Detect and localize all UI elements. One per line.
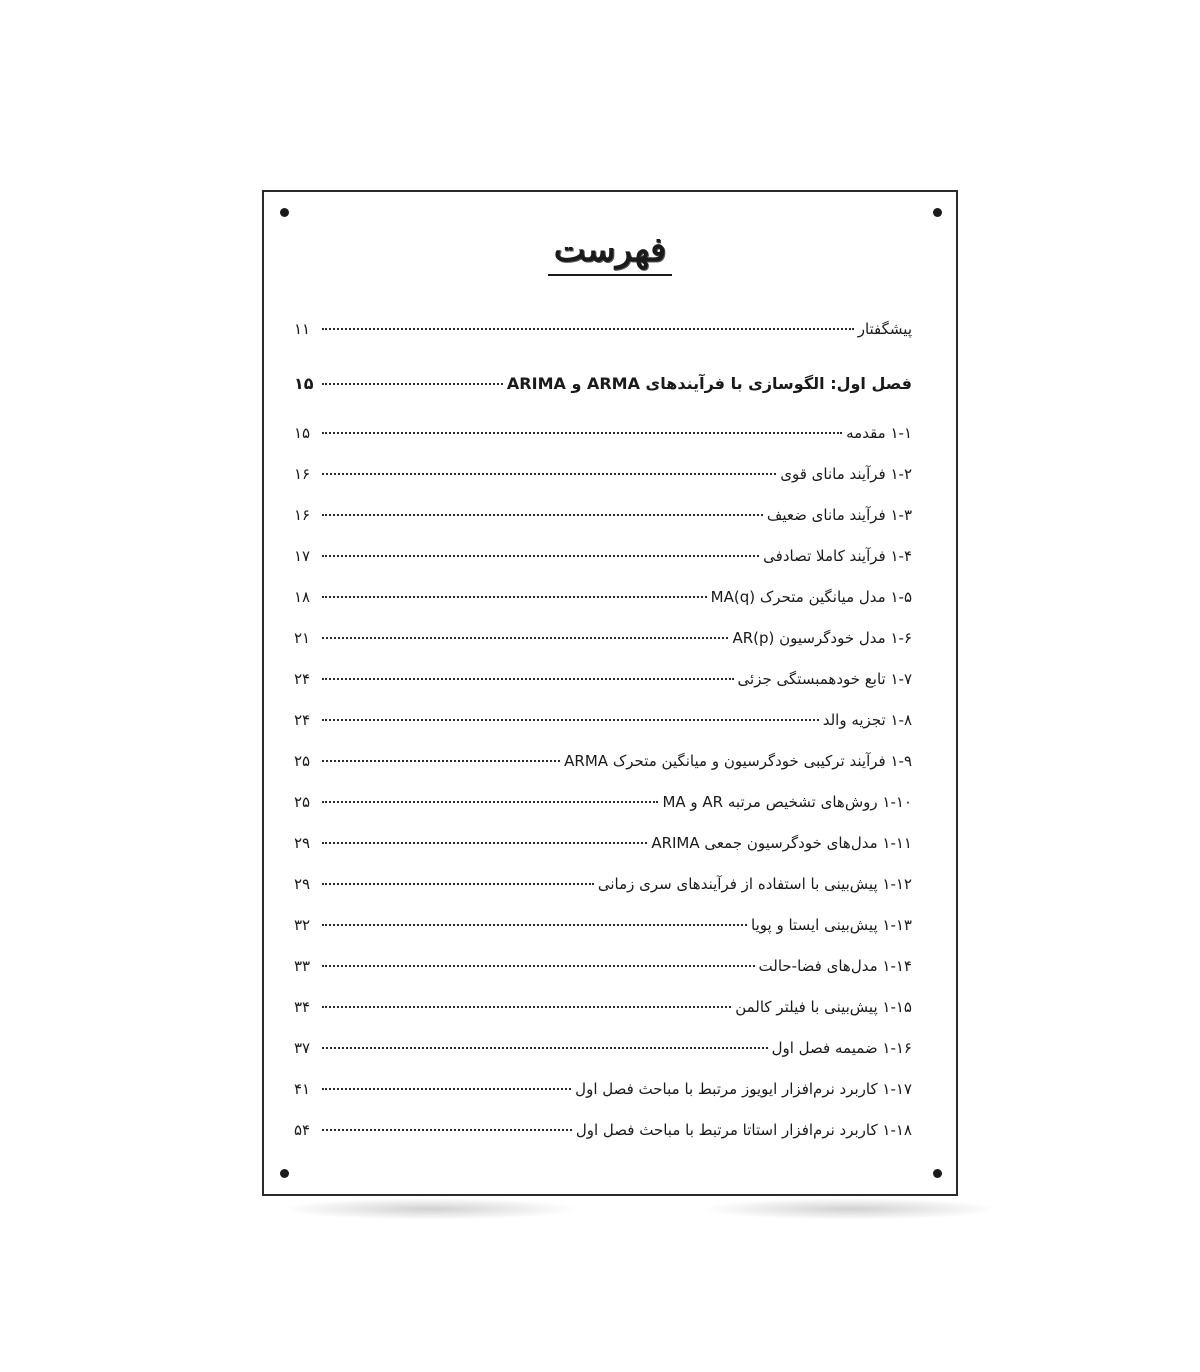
toc-entry-label: ۱-۱۳ پیش‌بینی ایستا و پویا (751, 916, 912, 934)
dot-leader (322, 719, 819, 721)
toc-entry-label: ۱-۴ فرآیند کاملا تصادفی (763, 547, 912, 565)
toc-entry (294, 752, 912, 793)
dot-leader (322, 760, 560, 762)
toc-entry-label: ۱-۱۶ ضمیمه فصل اول (771, 1039, 912, 1057)
toc-entry-label: ۱-۱۸ کاربرد نرم‌افزار استاتا مرتبط با مباحث فصل اول (575, 1121, 912, 1139)
toc-entry-label: ۱-۱۲ پیش‌بینی با استفاده از فرآیندهای سری زمانی (597, 875, 912, 893)
page-shadow-left (280, 1198, 580, 1220)
corner-dot-icon (933, 1169, 942, 1178)
dot-leader (322, 678, 734, 680)
dot-leader (322, 596, 707, 598)
toc-entry-page: ۳۲ (294, 916, 311, 934)
toc-entry-page: ۲۵ (294, 793, 311, 811)
dot-leader (322, 637, 728, 639)
toc-chapter-entry (294, 374, 912, 424)
toc-entry-page: ۳۳ (294, 957, 311, 975)
toc-entry (294, 547, 912, 588)
toc-entry-label: ۱-۹ فرآیند ترکیبی خودگرسیون و میانگین متحرک ARMA (564, 752, 912, 770)
page-shadow-right (700, 1198, 1000, 1220)
toc-entry-page: ۲۹ (294, 834, 311, 852)
toc-entry-page: ۱۷ (294, 547, 311, 565)
toc-entry-page: ۲۹ (294, 875, 311, 893)
toc-entry-label: ۱-۱۰ روش‌های تشخیص مرتبه AR و MA (662, 793, 912, 811)
toc-entry-page: ۵۴ (294, 1121, 311, 1139)
toc-entry-label: ۱-۲ فرآیند مانای قوی (780, 465, 912, 483)
corner-dot-icon (933, 208, 942, 217)
toc-entry (294, 875, 912, 916)
toc-entry (294, 916, 912, 957)
dot-leader (322, 555, 759, 557)
toc-entry (294, 793, 912, 834)
toc-entry-page: ۳۴ (294, 998, 311, 1016)
toc-entry (294, 834, 912, 875)
toc-page (262, 190, 958, 1196)
toc-entry-page: ۱۶ (294, 506, 311, 524)
toc-entry (294, 465, 912, 506)
toc-entry (294, 1080, 912, 1121)
dot-leader (322, 883, 594, 885)
toc-entry-page: ۲۴ (294, 711, 311, 729)
toc-entry (294, 998, 912, 1039)
toc-entry-label: ۱-۵ مدل میانگین متحرک (MA(q (710, 588, 912, 606)
dot-leader (322, 924, 747, 926)
toc-entry-label: ۱-۱۷ کاربرد نرم‌افزار ایویوز مرتبط با مباحث فصل اول (575, 1080, 912, 1098)
dot-leader (322, 965, 755, 967)
table-of-contents (294, 320, 912, 1162)
page-title (264, 230, 956, 276)
toc-entry-page: ۱۸ (294, 588, 311, 606)
toc-entry-label: فصل اول: الگوسازی با فرآیندهای ARMA و ARIMA (506, 374, 912, 393)
toc-entry-label: ۱-۳ فرآیند مانای ضعیف (766, 506, 912, 524)
corner-dot-icon (280, 1169, 289, 1178)
toc-entry (294, 424, 912, 465)
toc-entry (294, 1121, 912, 1162)
toc-entry (294, 1039, 912, 1080)
toc-entry-page: ۲۵ (294, 752, 311, 770)
toc-entry-page: ۱۵ (294, 424, 311, 442)
dot-leader (322, 383, 503, 385)
toc-entry-label: ۱-۱۴ مدل‌های فضا-حالت (758, 957, 912, 975)
toc-entry-page: ۳۷ (294, 1039, 311, 1057)
toc-entry-page: ۱۶ (294, 465, 311, 483)
dot-leader (322, 514, 763, 516)
toc-entry-page: ۲۱ (294, 629, 311, 647)
dot-leader (322, 1088, 571, 1090)
dot-leader (322, 473, 776, 475)
toc-entry-label: ۱-۱۵ پیش‌بینی با فیلتر کالمن (735, 998, 912, 1016)
corner-dot-icon (280, 208, 289, 217)
toc-entry (294, 711, 912, 752)
toc-entry-label: ۱-۷ تابع خودهمبستگی جزئی (737, 670, 912, 688)
toc-entry-label: ۱-۱ مقدمه (846, 424, 912, 442)
dot-leader (322, 328, 854, 330)
dot-leader (322, 432, 842, 434)
page-title-text: فهرست (548, 230, 673, 276)
toc-entry-label: ۱-۱۱ مدل‌های خودگرسیون جمعی ARIMA (651, 834, 912, 852)
toc-entry-page: ۲۴ (294, 670, 311, 688)
toc-entry-page: ۱۵ (294, 374, 314, 393)
dot-leader (322, 801, 658, 803)
toc-entry (294, 588, 912, 629)
dot-leader (322, 1047, 768, 1049)
dot-leader (322, 842, 647, 844)
toc-entry (294, 320, 912, 374)
toc-entry-page: ۴۱ (294, 1080, 311, 1098)
toc-entry (294, 506, 912, 547)
toc-entry (294, 957, 912, 998)
dot-leader (322, 1006, 731, 1008)
toc-entry (294, 629, 912, 670)
toc-entry-page: ۱۱ (294, 320, 311, 338)
dot-leader (322, 1129, 572, 1131)
toc-entry-label: ۱-۸ تجزیه والد (822, 711, 912, 729)
toc-entry-label: ۱-۶ مدل خودگرسیون (AR(p (732, 629, 912, 647)
toc-entry (294, 670, 912, 711)
toc-entry-label: پیشگفتار (857, 320, 912, 338)
